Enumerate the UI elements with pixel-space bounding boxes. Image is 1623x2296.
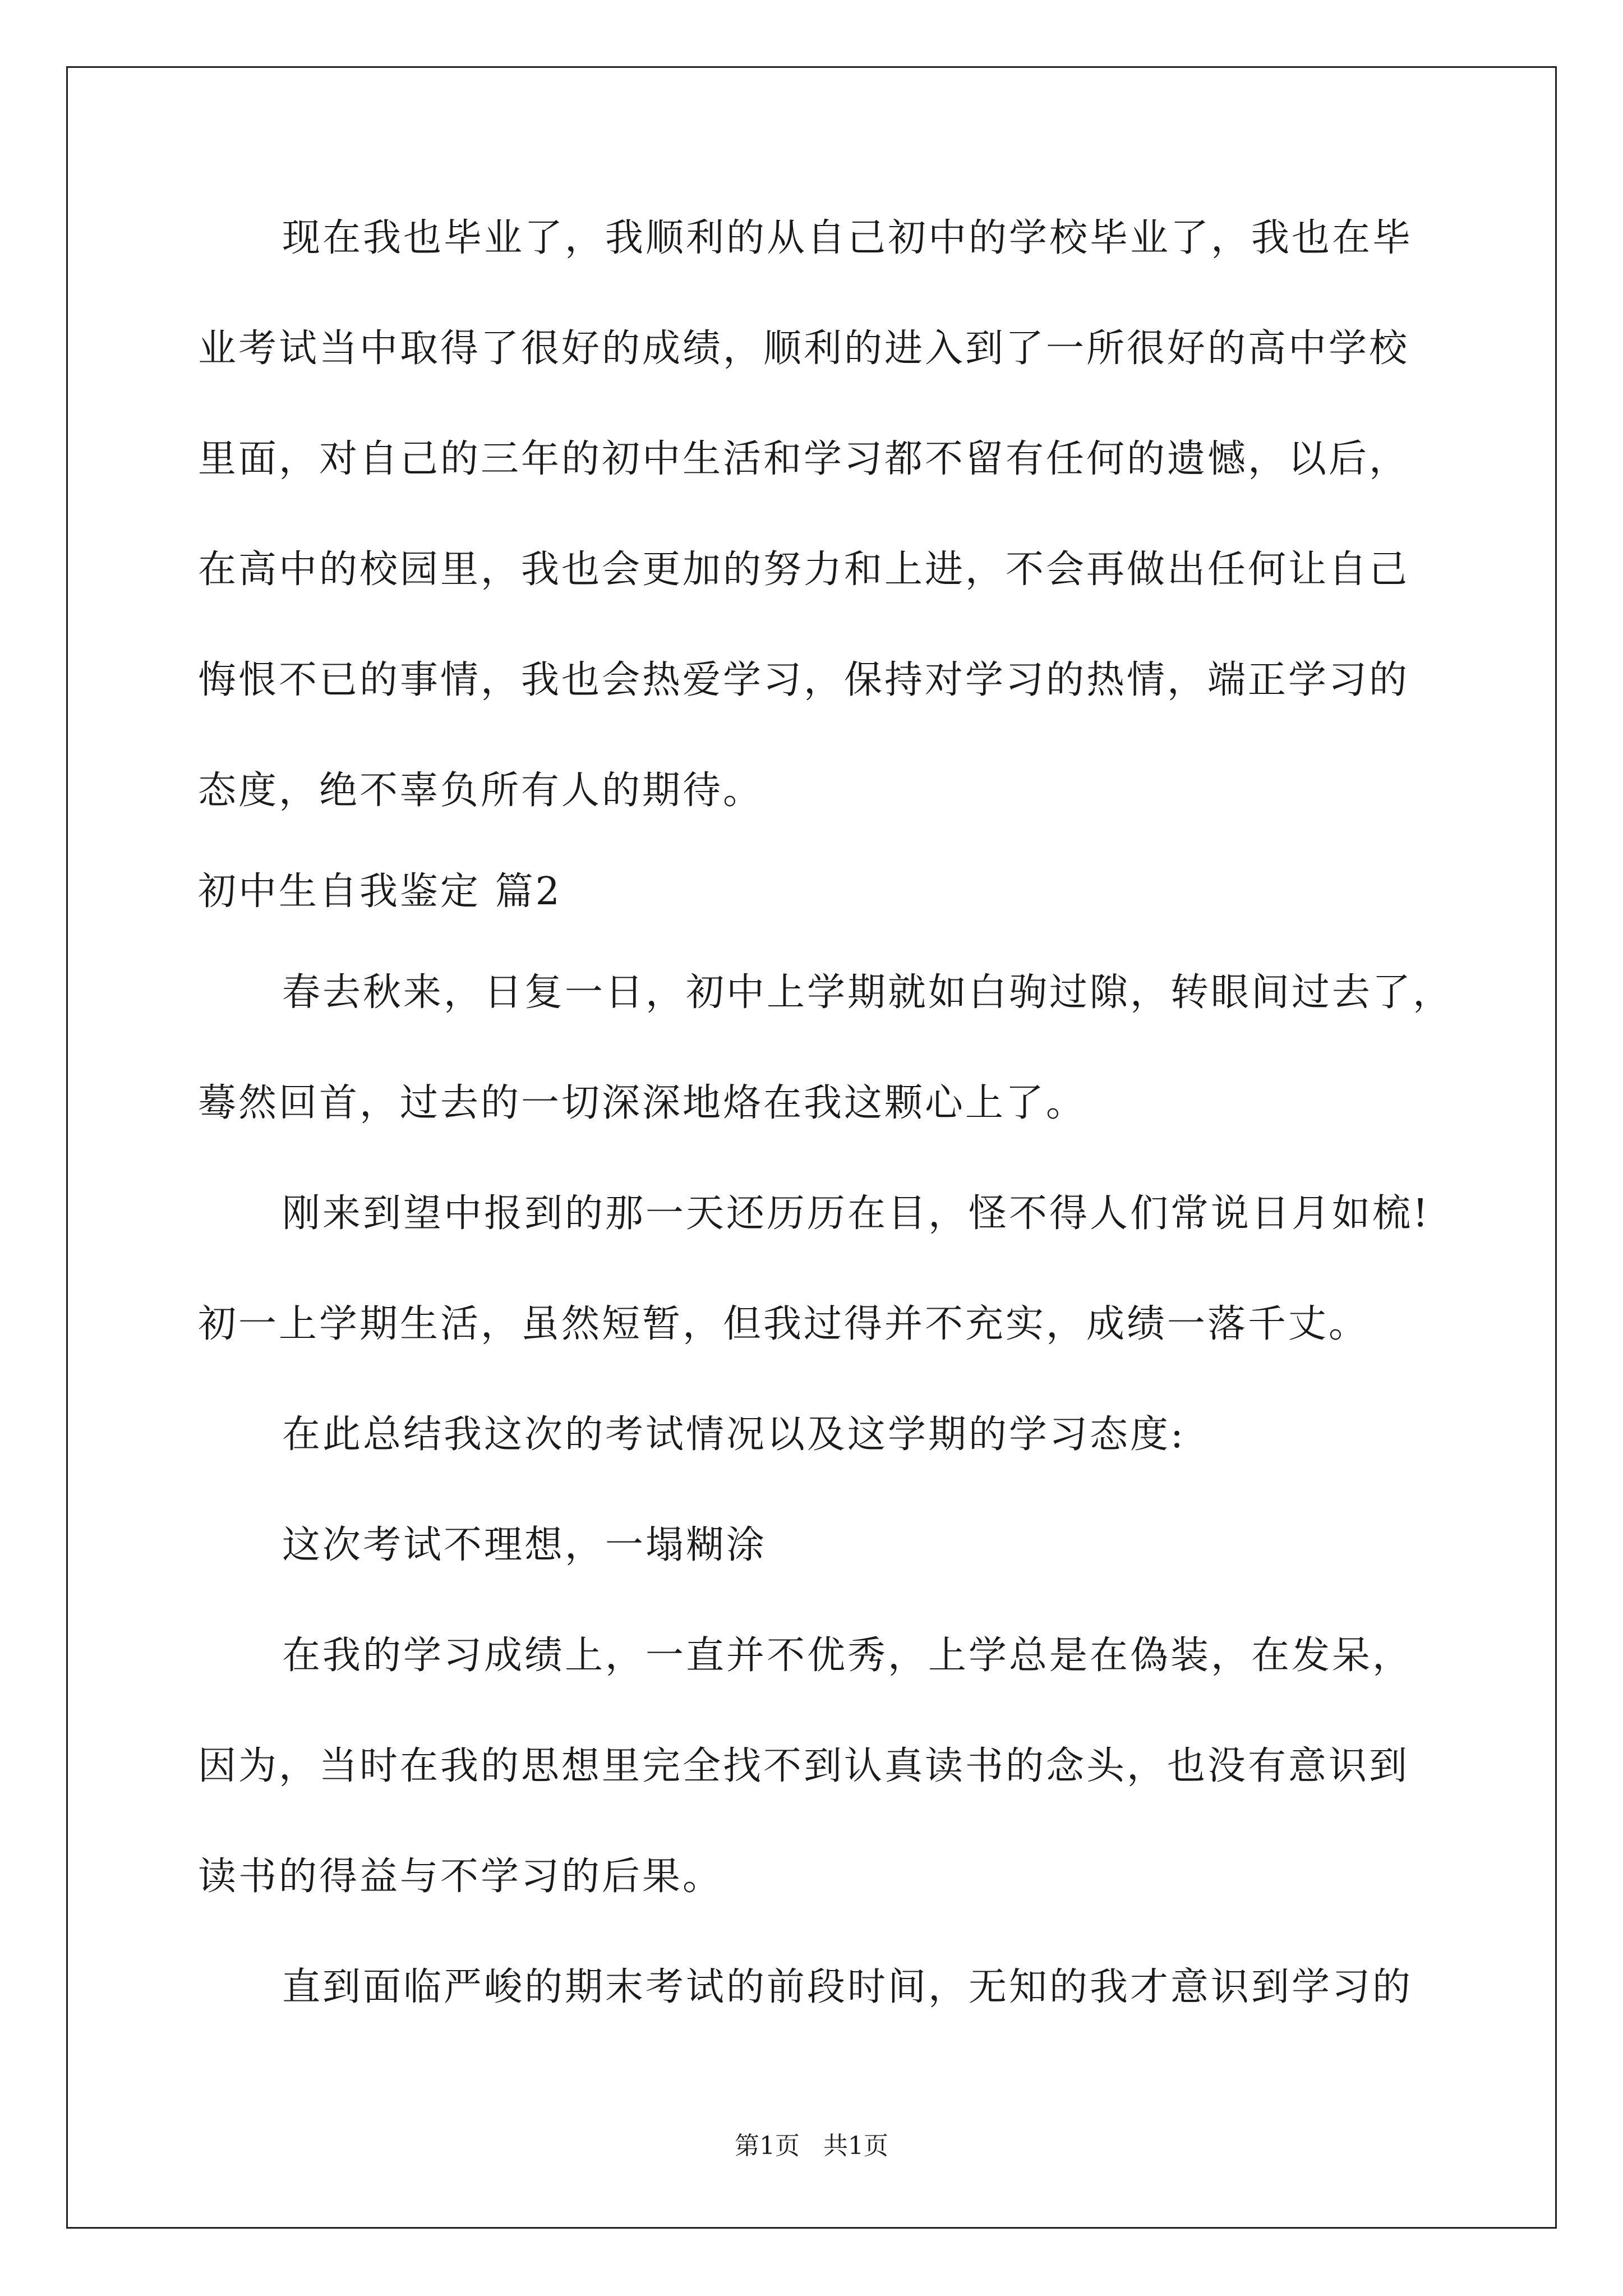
paragraph-line: 在高中的校园里，我也会更加的努力和上进，不会再做出任何让自己 — [198, 547, 1410, 592]
paragraph-line: 态度，绝不辜负所有人的期待。 — [198, 769, 764, 813]
section-heading: 初中生自我鉴定 篇2 — [198, 869, 562, 914]
page-border — [66, 66, 1557, 2229]
paragraph-line: 悔恨不已的事情，我也会热爱学习，保持对学习的热情，端正学习的 — [198, 658, 1410, 702]
paragraph-line: 在我的学习成绩上，一直并不优秀，上学总是在偽装，在发呆， — [282, 1634, 1413, 1678]
paragraph-line: 刚来到望中报到的那一天还历历在目，怪不得人们常说日月如梳! — [282, 1191, 1431, 1236]
paragraph-line: 因为，当时在我的思想里完全找不到认真读书的念头，也没有意识到 — [198, 1744, 1410, 1788]
paragraph-line: 直到面临严峻的期末考试的前段时间，无知的我才意识到学习的 — [282, 1965, 1413, 2009]
paragraph-line: 蓦然回首，过去的一切深深地烙在我这颗心上了。 — [198, 1081, 1087, 1125]
paragraph-line: 在此总结我这次的考试情况以及这学期的学习态度: — [282, 1412, 1186, 1457]
paragraph-line: 业考试当中取得了很好的成绩，顺利的进入到了一所很好的高中学校 — [198, 326, 1410, 371]
paragraph-line: 初一上学期生活，虽然短暂，但我过得并不充实，成绩一落千丈。 — [198, 1302, 1370, 1346]
paragraph-line: 读书的得益与不学习的后果。 — [198, 1855, 723, 1899]
page-footer: 第1页 共1页 — [735, 2132, 888, 2160]
paragraph-line: 这次考试不理想，一塌糊涂 — [282, 1523, 767, 1567]
paragraph-line: 春去秋来，日复一日，初中上学期就如白驹过隙，转眼间过去了， — [282, 970, 1454, 1015]
paragraph-line: 现在我也毕业了，我顺利的从自己初中的学校毕业了，我也在毕 — [282, 216, 1413, 260]
paragraph-line: 里面，对自己的三年的初中生活和学习都不留有任何的遗憾，以后， — [198, 437, 1410, 481]
